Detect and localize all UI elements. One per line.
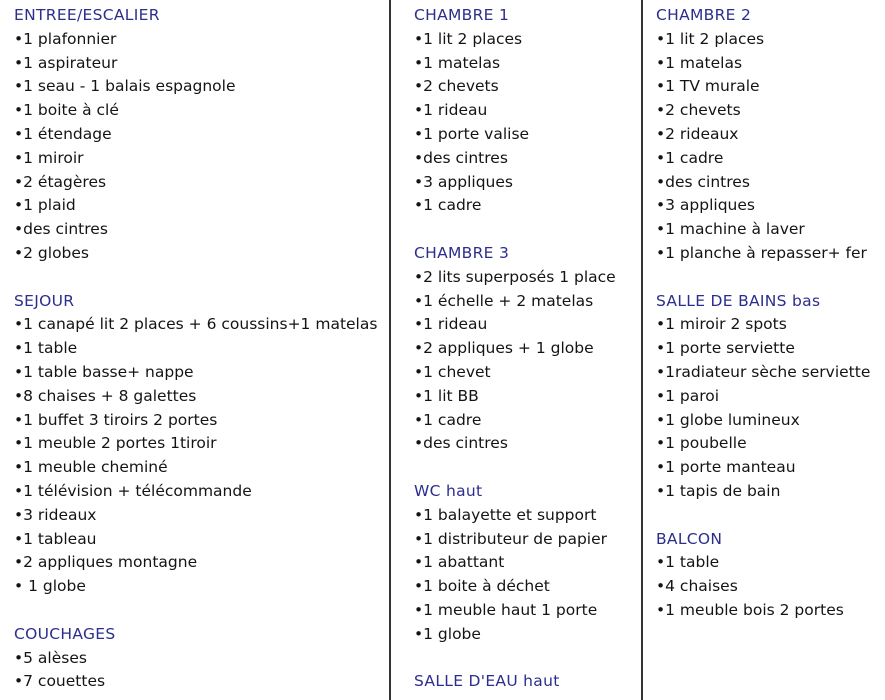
section-heading: SALLE DE BAINS bas bbox=[656, 291, 821, 310]
inventory-item: •des cintres bbox=[414, 434, 508, 453]
inventory-item: •1 lit BB bbox=[414, 386, 479, 405]
inventory-item: •1 tapis de bain bbox=[656, 481, 781, 500]
inventory-item: •1 planche à repasser+ fer bbox=[656, 243, 867, 262]
inventory-item: •1 miroir bbox=[14, 148, 84, 167]
section-heading: ENTREE/ESCALIER bbox=[14, 6, 160, 24]
section-heading: BALCON bbox=[656, 529, 723, 548]
inventory-item: •3 rideaux bbox=[14, 505, 97, 524]
inventory-item: •1 plaid bbox=[14, 196, 76, 215]
inventory-section bbox=[14, 623, 384, 694]
inventory-item: •1 aspirateur bbox=[14, 53, 118, 72]
inventory-item: •1 chevet bbox=[414, 362, 491, 381]
inventory-item: •1 distributeur de papier bbox=[414, 529, 608, 548]
inventory-item: •1 seau - 1 balais espagnole bbox=[14, 77, 236, 96]
inventory-item: •2 appliques + 1 globe bbox=[414, 339, 594, 358]
inventory-item: •1 globe lumineux bbox=[656, 410, 800, 429]
inventory-item: •1 meuble 2 portes 1tiroir bbox=[14, 434, 217, 453]
inventory-item: •8 chaises + 8 galettes bbox=[14, 386, 197, 405]
inventory-item: •2 appliques montagne bbox=[14, 553, 198, 572]
inventory-item: •1 canapé lit 2 places + 6 coussins+1 matelas bbox=[14, 315, 378, 334]
inventory-item: •1 balayette et support bbox=[414, 505, 597, 524]
inventory-item: •1 lit 2 places bbox=[656, 29, 765, 48]
inventory-item: •4 chaises bbox=[656, 577, 738, 596]
inventory-item: •1 meuble bois 2 portes bbox=[656, 600, 844, 619]
section-heading: CHAMBRE 1 bbox=[414, 6, 510, 24]
inventory-item: •1 meuble haut 1 porte bbox=[414, 600, 598, 619]
inventory-item: •1 échelle + 2 matelas bbox=[414, 291, 594, 310]
inventory-item: •1 porte valise bbox=[414, 124, 530, 143]
inventory-item: •1 cadre bbox=[414, 196, 482, 215]
inventory-item: •1 table basse+ nappe bbox=[14, 362, 194, 381]
inventory-item: •2 globes bbox=[14, 243, 90, 262]
inventory-section bbox=[414, 670, 636, 694]
inventory-section bbox=[414, 242, 636, 456]
inventory-item: •2 lits superposés 1 place bbox=[414, 267, 616, 286]
inventory-item: •1 télévision + télécommande bbox=[14, 481, 252, 500]
column-3 bbox=[656, 4, 885, 647]
section-heading: SALLE D'EAU haut bbox=[414, 672, 560, 691]
inventory-item: •1 miroir 2 spots bbox=[656, 315, 787, 334]
inventory-section bbox=[414, 480, 636, 647]
section-heading: CHAMBRE 2 bbox=[656, 6, 752, 24]
inventory-item: •1 machine à laver bbox=[656, 220, 805, 239]
inventory-item: •1 buffet 3 tiroirs 2 portes bbox=[14, 410, 218, 429]
inventory-section bbox=[656, 290, 885, 504]
inventory-item: •3 appliques bbox=[656, 196, 755, 215]
inventory-item: •2 étagères bbox=[14, 172, 107, 191]
column-divider bbox=[641, 0, 643, 700]
inventory-item: •1 étendage bbox=[14, 124, 112, 143]
inventory-item: •1 porte manteau bbox=[656, 458, 796, 477]
inventory-item: •1 cadre bbox=[656, 148, 724, 167]
column-divider bbox=[389, 0, 391, 700]
inventory-item: •1 boite à clé bbox=[14, 101, 119, 120]
inventory-item: •1 matelas bbox=[414, 53, 501, 72]
column-2 bbox=[414, 4, 636, 700]
inventory-item: •1 porte serviette bbox=[656, 339, 795, 358]
inventory-item: •2 chevets bbox=[414, 77, 499, 96]
inventory-item: •1 table bbox=[656, 553, 720, 572]
inventory-item: •2 rideaux bbox=[656, 124, 739, 143]
inventory-item: •3 appliques bbox=[414, 172, 513, 191]
inventory-item: •1radiateur sèche serviette bbox=[656, 362, 871, 381]
inventory-section bbox=[414, 4, 636, 218]
inventory-item: •des cintres bbox=[14, 220, 108, 239]
inventory-item: •1 plafonnier bbox=[14, 29, 117, 48]
inventory-item: •7 couettes bbox=[14, 672, 106, 691]
section-heading: CHAMBRE 3 bbox=[414, 243, 510, 262]
section-heading: SEJOUR bbox=[14, 291, 75, 310]
inventory-item: •1 matelas bbox=[656, 53, 743, 72]
inventory-item: •1 lit 2 places bbox=[414, 29, 523, 48]
inventory-item: •1 tableau bbox=[14, 529, 97, 548]
inventory-item: •1 boite à déchet bbox=[414, 577, 550, 596]
inventory-item: •1 poubelle bbox=[656, 434, 747, 453]
inventory-item: •2 chevets bbox=[656, 101, 741, 120]
inventory-item: •des cintres bbox=[414, 148, 508, 167]
inventory-item: •5 alèses bbox=[14, 648, 87, 667]
column-1 bbox=[14, 4, 384, 700]
inventory-item: •1 rideau bbox=[414, 101, 488, 120]
inventory-section bbox=[14, 290, 384, 599]
inventory-item: •des cintres bbox=[656, 172, 750, 191]
inventory-item: •1 abattant bbox=[414, 553, 505, 572]
section-heading: COUCHAGES bbox=[14, 624, 116, 643]
inventory-item: •1 globe bbox=[414, 624, 481, 643]
inventory-item: •1 rideau bbox=[414, 315, 488, 334]
inventory-item: •1 table bbox=[14, 339, 78, 358]
inventory-section bbox=[656, 4, 885, 266]
inventory-item: •1 TV murale bbox=[656, 77, 760, 96]
inventory-item: • 1 globe bbox=[14, 577, 86, 596]
inventory-section bbox=[656, 528, 885, 623]
inventory-item: •1 paroi bbox=[656, 386, 720, 405]
section-heading: WC haut bbox=[414, 481, 483, 500]
inventory-item: •1 meuble cheminé bbox=[14, 458, 168, 477]
inventory-item: •1 cadre bbox=[414, 410, 482, 429]
inventory-section bbox=[14, 4, 384, 266]
